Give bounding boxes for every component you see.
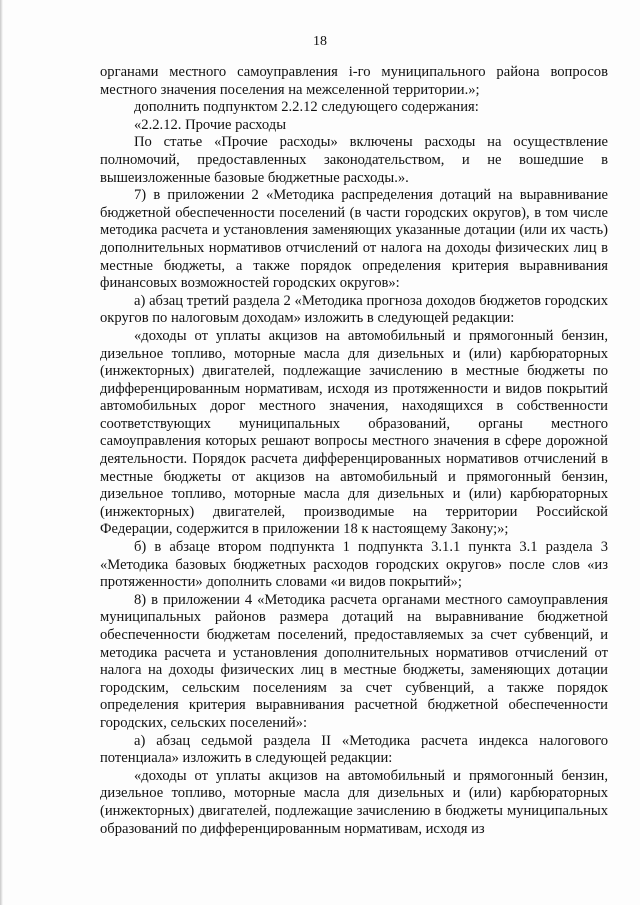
paragraph: б) в абзаце втором подпункта 1 подпункта 3.1.1 пункта 3.1 раздела 3 «Методика базовых бюджетных расходов городских округов» после слов «из протяженности» дополнить словами «и видов покрытий»; <box>100 539 608 591</box>
paragraph: органами местного самоуправления i-го муниципального района вопросов местного значения поселения на межселенной территории.»; <box>100 64 608 98</box>
paragraph: «доходы от уплаты акцизов на автомобильный и прямогонный бензин, дизельное топливо, моторные масла для дизельных и (или) карбюраторных (инжекторных) двигателей, подлежащие зачислению в местные бюджеты по дифференцированным нормативам, исходя из протяженности и видов покрытий автомобильных дорог местного значения, находящихся в собственности соответствующих муниципальных образований, органы местного самоуправления которых решают вопросы местного значения в сфере дорожной деятельности. Порядок расчета дифференцированных нормативов отчислений в местные бюджеты от акцизов на автомобильный и прямогонный бензин, дизельное топливо, моторные масла для дизельных и (или) карбюраторных (инжекторных) двигателей, производимые на территории Российской Федерации, содержится в приложении 18 к настоящему Закону;»; <box>100 327 608 538</box>
paragraph: 8) в приложении 4 «Методика расчета органами местного самоуправления муниципальных районов размера дотаций на выравнивание бюджетной обеспеченности бюджетам поселений, предоставляемых за счет субвенций, и методика расчета и установления дополнительных нормативов отчислений от налога на доходы физических лиц в местные бюджеты, заменяющих дотации городским, сельским поселениям за счет субвенций, а также порядок определения критерия выравнивания расчетной бюджетной обеспеченности городских, сельских поселений»: <box>100 591 608 731</box>
paragraph: а) абзац седьмой раздела II «Методика расчета индекса налогового потенциала» изложить в следующей редакции: <box>100 732 608 767</box>
page-number: 18 <box>313 34 327 49</box>
scan-edge <box>0 0 3 905</box>
paragraph: «2.2.12. Прочие расходы <box>134 116 287 133</box>
paragraph: 7) в приложении 2 «Методика распределения дотаций на выравнивание бюджетной обеспеченности поселений (в части городских округов), в том числе методика расчета и установления заменяющих указанные дотации (или их часть) дополнительных нормативов отчислений от налога на доходы физических лиц в местные бюджеты, а также порядок определения критерия выравнивания финансовых возможностей городских округов»: <box>100 187 608 292</box>
document-body <box>100 64 608 838</box>
paragraph: «доходы от уплаты акцизов на автомобильный и прямогонный бензин, дизельное топливо, моторные масла для дизельных и (или) карбюраторных (инжекторных) двигателей, подлежащие зачислению в бюджеты муниципальных образований по дифференцированным нормативам, исходя из <box>100 767 608 837</box>
paragraph: а) абзац третий раздела 2 «Методика прогноза доходов бюджетов городских округов по налоговым доходам» изложить в следующей редакции: <box>100 292 608 327</box>
paragraph: По статье «Прочие расходы» включены расходы на осуществление полномочий, предоставленных законодательством, и не вошедшие в вышеизложенные базовые бюджетные расходы.». <box>100 134 608 186</box>
paragraph: дополнить подпунктом 2.2.12 следующего содержания: <box>134 99 479 116</box>
